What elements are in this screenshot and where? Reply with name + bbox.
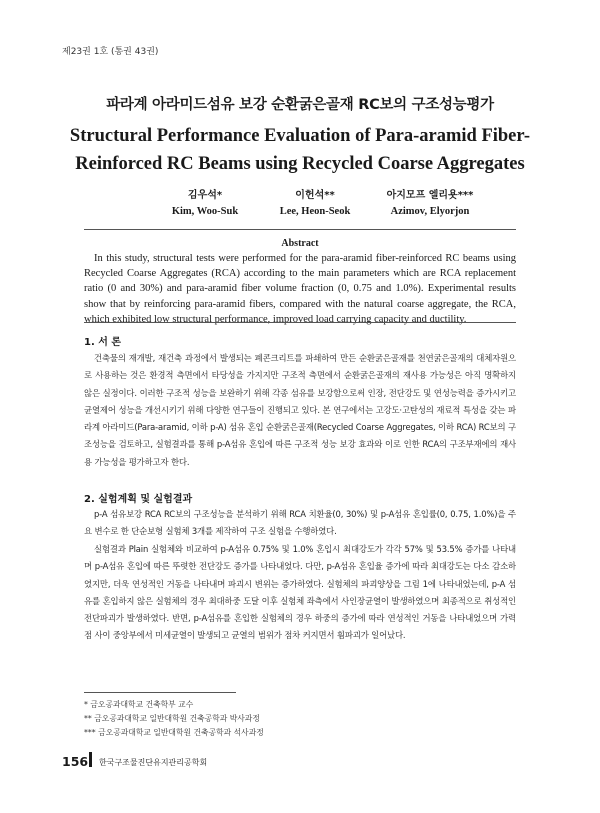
author-name-english: Kim, Woo-Suk <box>171 206 239 217</box>
author-name-english: Azimov, Elyorjon <box>390 206 470 217</box>
abstract-bottom-rule <box>84 322 516 323</box>
title-korean: 파라계 아라미드섬유 보강 순환굵은골재 RC보의 구조성능평가 <box>106 97 494 113</box>
section-heading-experiment: 2. 실험계획 및 실험결과 <box>84 494 193 505</box>
author-name-korean: 김우석* <box>187 190 223 201</box>
page-number: 156 <box>62 754 89 769</box>
section-heading-introduction: 1. 서 론 <box>84 337 122 348</box>
journal-name: 한국구조물진단유지관리공학회 <box>99 758 208 767</box>
abstract-top-rule <box>84 229 516 230</box>
title-english: Structural Performance Evaluation of Para-aramid Fiber- Reinforced RC Beams using Recycled Coarse Aggregates <box>69 126 531 174</box>
introduction-paragraph: 건축물의 재개발, 재건축 과정에서 발생되는 폐콘크리트를 파쇄하여 만든 순환굵은골재를 천연굵은골재의 대체자원으로 사용하는 것은 환경적 측면에서 타당성을 가지지만 구조적 측면에서 순환굵은골재의 재사용 가능성은 아직 명확하지 않은 실정이다. 이러한 구조적 성능을 보완하기 위해 각종 섬유를 보강함으로써 인장, 전단강도 및 연성능력을 증가시키고 균열제어 성능을 개선시키기 위해 다양한 연구들이 진행되고 있다. 본 연구에서는 고강도·고탄성의 재료적 특성을 갖는 파라계 아라미드(Para-aramid, 이하 p-A) 섬유 혼입 순환굵은골재(Recycled Coarse Aggregates, 이하 RCA) RC보의 구조성능을 검토하고, 실험결과를 통해 p-A섬유 혼입에 따른 구조적 성능 보강 효과와 이로 인한 RCA의 구조부재에의 재사용 가능성을 평가하고자 한다. <box>84 353 516 467</box>
abstract-heading: Abstract <box>281 238 319 249</box>
author-name-english: Lee, Heon-Seok <box>279 206 351 217</box>
page-number-divider <box>89 752 92 767</box>
author-name-korean: 이헌석** <box>295 190 335 201</box>
footnotes <box>84 698 264 740</box>
experiment-paragraph-1: p-A 섬유보강 RCA RC보의 구조성능을 분석하기 위해 RCA 치환율(0, 30%) 및 p-A섬유 혼입률(0, 0.75, 1.0%)을 주요 변수로 한 단순보형 실험체 3개를 제작하여 구조 실험을 수행하였다. <box>84 509 516 537</box>
footnote-3: *** 금오공과대학교 일반대학원 건축공학과 석사과정 <box>84 728 264 737</box>
issue-header: 제23권 1호 (통권 43권) <box>62 47 159 57</box>
author-3 <box>345 186 515 217</box>
footnote-rule <box>84 692 236 693</box>
experiment-paragraph-2: 실험결과 Plain 실험체와 비교하여 p-A섬유 0.75% 및 1.0% 혼입시 최대강도가 각각 57% 및 53.5% 증가를 나타내며 p-A섬유 혼입에 따른 뚜렷한 전단강도 증가를 나타내었다. 다만, p-A섬유 혼입율 증가에 따라 최대강도는 다소 감소하였지만, 더욱 연성적인 거동을 나타내며 파괴시 변위는 증가하였다. 실험체의 파괴양상을 그림 1에 나타내었는데, p-A 섬유를 혼입하지 않은 실험체의 경우 최대하중 도달 이후 실험체 좌측에서 사인장균열이 발생하였으며 최종적으로 취성적인 전단파괴가 발생하였다. 반면, p-A섬유를 혼입한 실험체의 경우 하중의 증가에 따라 연성적인 거동을 나타내었으며 가력점 사이 중앙부에서 미세균열이 발생되고 균열의 범위가 점차 커지면서 휨파괴가 일어났다. <box>84 544 516 641</box>
footnote-1: * 금오공과대학교 건축학부 교수 <box>84 700 194 709</box>
abstract-text: In this study, structural tests were performed for the para-aramid fiber-reinforced RC beams using Recycled Coarse Aggregates (RCA) according to the main parameters which are RCA replacement ratio (0 and 30%) and para-aramid fiber volume fraction (0, 0.75 and 1.0%). Experimental results show that by reinforcing para-aramid fibers, compared with the natural coarse aggregate, the RCA, which exhibited low structural performance, improved load carrying capacity and ductility. <box>84 253 516 325</box>
footnote-2: ** 금오공과대학교 일반대학원 건축공학과 박사과정 <box>84 714 260 723</box>
author-name-korean: 아지모프 엘리욧*** <box>386 190 474 201</box>
